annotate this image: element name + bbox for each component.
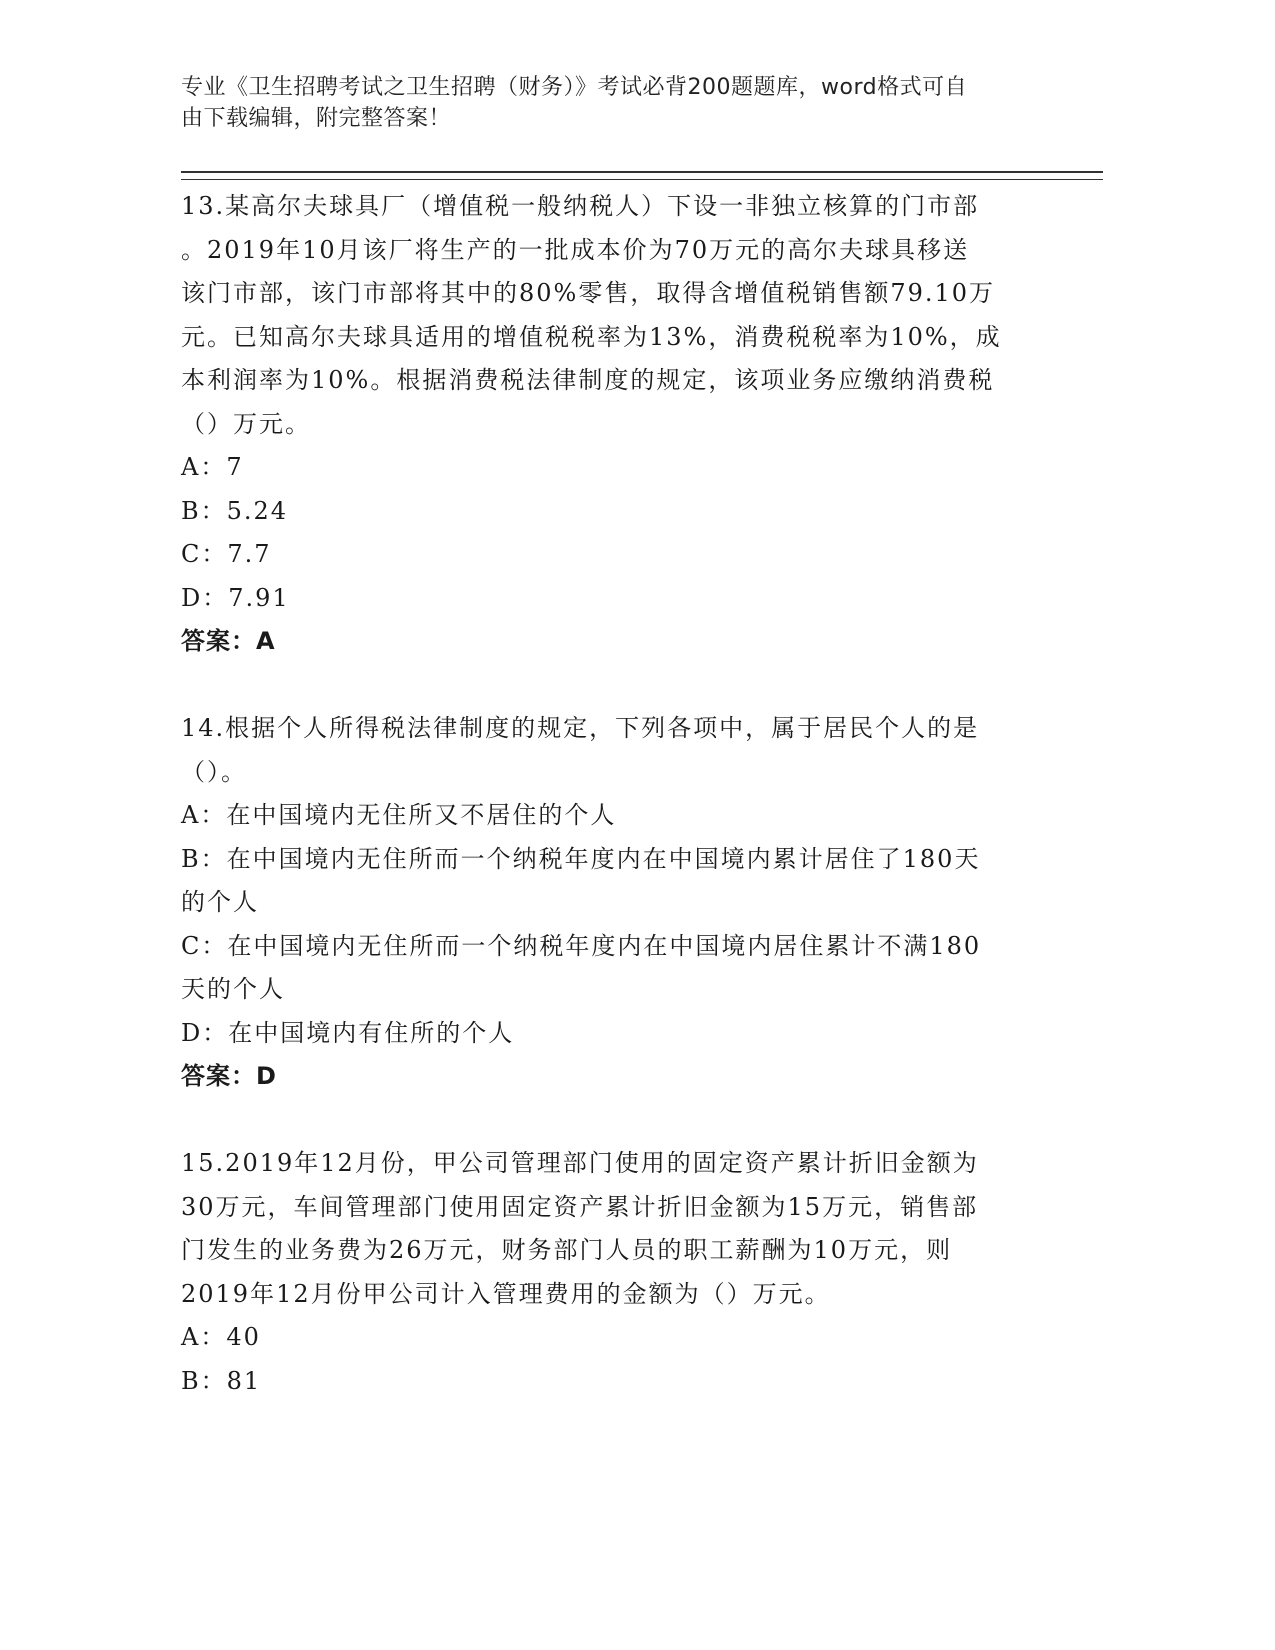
- question-list: [181, 185, 1061, 1403]
- question-text-line: 元。已知高尔夫球具适用的增值税税率为13%，消费税税率为10%，成: [181, 322, 1002, 351]
- question-text-line: （）万元。: [181, 409, 311, 438]
- answer-option: [181, 446, 1061, 490]
- answer-option-line: A：7: [181, 453, 244, 481]
- question-text-line: 门发生的业务费为26万元，财务部门人员的职工薪酬为10万元，则: [181, 1236, 953, 1264]
- answer-option-line: D：在中国境内有住所的个人: [181, 1018, 515, 1047]
- question-text-line: 13.某高尔夫球具厂（增值税一般纳税人）下设一非独立核算的门市部: [181, 192, 980, 220]
- answer-option-line: 天的个人: [181, 975, 285, 1003]
- answer-option: [181, 490, 1061, 534]
- question-text-line: 本利润率为10%。根据消费税法律制度的规定，该项业务应缴纳消费税: [181, 366, 995, 394]
- question-text-line: （）。: [181, 757, 247, 786]
- answer-option: [181, 925, 1061, 1012]
- question-text-line: 。2019年10月该厂将生产的一批成本价为70万元的高尔夫球具移送: [181, 235, 970, 264]
- answer-option: [181, 794, 1061, 838]
- answer-option: [181, 1360, 1061, 1404]
- question-item: [181, 185, 1061, 664]
- header-divider: [181, 171, 1103, 173]
- answer-option-line: D：7.91: [181, 583, 290, 612]
- answer-option: [181, 533, 1061, 577]
- header-line: 专业《卫生招聘考试之卫生招聘（财务）》考试必背200题题库，word格式可自: [181, 75, 968, 100]
- answer-option-line: A：40: [181, 1323, 261, 1351]
- answer-option-line: C：7.7: [181, 540, 272, 568]
- answer-key: 答案：D: [181, 1062, 277, 1090]
- answer-option: [181, 838, 1061, 925]
- answer-option-line: A：在中国境内无住所又不居住的个人: [181, 801, 617, 829]
- question-spacer: [181, 1099, 1061, 1143]
- header-line: 由下载编辑，附完整答案！: [181, 106, 452, 131]
- question-text-line: 2019年12月份甲公司计入管理费用的金额为（）万元。: [181, 1279, 831, 1308]
- answer-option: [181, 1316, 1061, 1360]
- answer-option-line: 的个人: [181, 888, 259, 916]
- question-item: [181, 1142, 1061, 1403]
- answer-option: [181, 1012, 1061, 1056]
- question-item: [181, 707, 1061, 1099]
- answer-option: [181, 577, 1061, 621]
- answer-option-line: B：81: [181, 1366, 262, 1395]
- question-text-line: 14.根据个人所得税法律制度的规定，下列各项中，属于居民个人的是: [181, 714, 980, 742]
- header-divider-thin: [181, 179, 1103, 180]
- question-text-line: 15.2019年12月份，甲公司管理部门使用的固定资产累计折旧金额为: [181, 1149, 979, 1177]
- answer-key: 答案：A: [181, 627, 276, 655]
- document-header: [181, 72, 1061, 134]
- answer-option-line: C：在中国境内无住所而一个纳税年度内在中国境内居住累计不满180: [181, 931, 982, 960]
- answer-option-line: B：5.24: [181, 496, 289, 525]
- answer-option-line: B：在中国境内无住所而一个纳税年度内在中国境内累计居住了180天: [181, 844, 981, 873]
- question-text-line: 30万元，车间管理部门使用固定资产累计折旧金额为15万元，销售部: [181, 1192, 979, 1221]
- question-text-line: 该门市部，该门市部将其中的80%零售，取得含增值税销售额79.10万: [181, 279, 996, 307]
- question-spacer: [181, 664, 1061, 708]
